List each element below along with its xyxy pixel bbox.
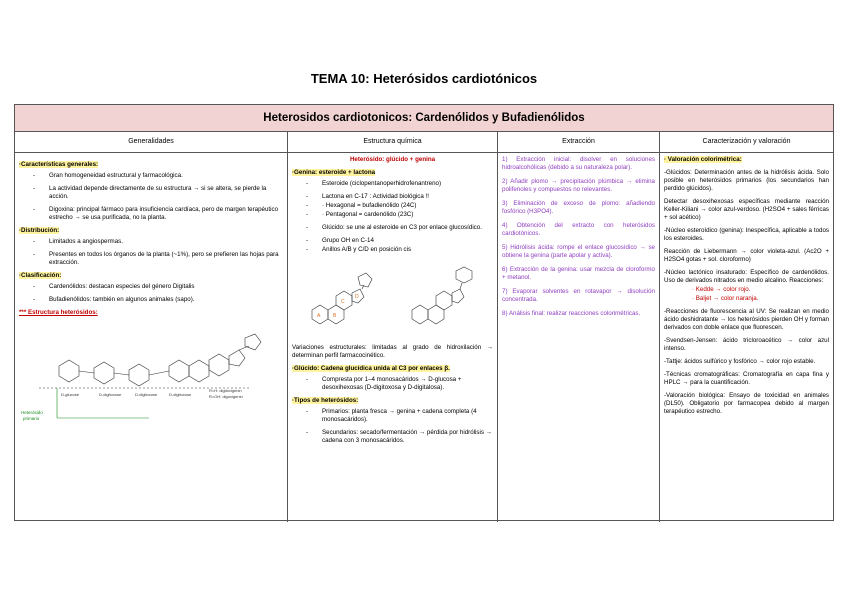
heteroside-structure-figure [19,326,281,431]
svg-text:D: D [355,294,359,300]
list-item: - Limitados a angiospermas. [49,238,283,246]
column-headers [15,132,833,153]
svendsen-jensen-text: -Svendsen-Jensen: ácido tricloroacético → color azul intenso. [664,337,829,352]
svg-text:D-digitoxose: D-digitoxose [99,392,122,397]
extraction-step-2: 2) Añadir plomo → precipitación plúmbica → elimina polifenoles y compuestos no relevantes. [502,178,655,193]
column-extraccion [498,153,660,522]
section-caracteristicas: ·Características generales: [19,161,99,168]
section-glucido: ·Glúcido: Cadena glucídica unida al C3 por enlaces β. [292,365,450,372]
svg-text:R=OH: digoxigenin: R=OH: digoxigenin [209,394,243,399]
extraction-step-1: 1) Extracción inicial: disolver en soluciones hidroalcohólicas (debido a su naturaleza polar). [502,156,655,171]
extraction-step-5: 5) Hidrólisis ácida: rompe el enlace glucosídico → se obtiene la genina (parte apolar y activa). [502,244,655,259]
list-item: - Glúcido: se une al esteroide en C3 por enlace glucosídico. [322,224,493,232]
svg-text:D-digitoxose: D-digitoxose [135,392,158,397]
kedde-text: · Kedde → color rojo. [692,286,751,293]
list-item: - Grupo OH en C-14 [322,237,493,245]
list-item: - · Hexagonal = bufadienólido (24C) [322,202,493,210]
list-item: - Esteroide (ciclopentanoperhidrofenantreno) [322,180,493,188]
extraction-step-8: 8) Análisis final: realizar reacciones colorimétricas. [502,310,641,317]
svg-text:A: A [317,313,321,319]
list-item: - Gran homogeneidad estructural y farmacológica. [49,172,283,180]
baljet-text: · Baljet → color naranja. [692,295,759,302]
list-item: - Compresta por 1–4 monosacáridos → D-glucosa + desoxihexosas (D-digitoxosa y D-digitalosa). [322,376,493,392]
extraction-step-3: 3) Eliminación de exceso de plomo: añadiendo fosfórico (H3PO4). [502,200,655,215]
column-caracterizacion [660,153,833,522]
list-item: - Primarios: planta fresca → genina + cadena completa (4 monosacáridos). [322,408,493,424]
variations-text: Variaciones estructurales: limitadas al grado de hidroxilación → determinan perfil farmacocinético. [292,344,493,359]
header-extraccion: Extracción [498,132,660,152]
svg-text:R=H: digitoxigenin: R=H: digitoxigenin [209,388,242,393]
extraction-step-6: 6) Extracción de la genina: usar mezcla de cloroformo + metanol. [502,266,655,281]
table-banner: Heterosidos cardiotonicos: Cardenólidos y Bufadienólidos [15,105,833,132]
page-title: TEMA 10: Heterósidos cardiotónicos [310,71,538,86]
section-genina: ·Genina: esteroide + lactona [292,169,376,176]
list-item: - La actividad depende directamente de su estructura → si se altera, se pierde la acción. [49,185,283,201]
svg-text:C: C [341,299,345,305]
header-estructura: Estructura química [288,132,498,152]
list-item: - Secundarios: secado/fermentación → pérdida por hidrólisis → cadena con 3 monosacáridos. [322,429,493,445]
svg-text:primario: primario [23,416,40,421]
fluorescencia-text: -Reacciones de fluorescencia al UV: Se realizan en medio ácido deshidratante → los heterósidos pierden OH y forman derivados con doble enlace que fluorescen. [664,308,829,331]
header-generalidades: Generalidades [15,132,288,152]
valoracion-biologica-text: -Valoración biológica: Ensayo de toxicidad en animales (DL50). Obligatorio por farmacopea debido al margen terapéutico estrecho. [664,392,829,415]
extraction-step-7: 7) Evaporar solventes en rotavapor → disolución concentrada. [502,288,655,303]
list-item: - · Pentagonal = cardenólido (23C) [322,211,493,219]
svg-text:D-glucose: D-glucose [61,392,80,397]
list-item: - Bufadienólidos: también en algunos animales (sapo). [49,296,283,304]
nucleo-esteroideo-text: -Núcleo esteroídico (genina): Inespecífica, aplicable a todos los esteroides. [664,227,829,242]
cardenolide-structures-figure [292,265,492,337]
liebermann-text: Reacción de Liebermann → color violeta-azul. (Ac2O + H2SO4 gotas + sol. cloroformo) [664,248,829,263]
list-item: - Cardenólidos: destacan especies del género Digitalis [49,283,283,291]
list-item: - Anillos A/B y C/D en posición cis [322,246,493,254]
keller-kiliani-text: Detectar desoxihexosas específicas mediante reacción Keller-Kiliani → color azul-verdoso. (H2SO4 + sales férricas + sol acético) [664,198,829,221]
nucleo-lactonico-text: -Núcleo lactónico insaturado: Específico de cardenólidos. Uso de derivados nitrados en medio alcalino. Reacciones: [664,269,829,284]
list-item: - Presentes en todos los órganos de la planta (~1%), pero se prefieren las hojas para extracción. [49,251,283,267]
section-valoracion-colorimetrica: · Valoración colorimétrica: [664,156,742,163]
summary-table [14,104,834,521]
list-item: - Digoxina: principal fármaco para insuficiencia cardíaca, pero de margen terapéutico estrecho → se usa purificada, no la planta. [49,206,283,222]
section-clasificacion: ·Clasificación: [19,272,62,279]
cromatografia-text: -Técnicas cromatográficas: Cromatografía en capa fina y HPLC → para la cuantificación. [664,371,829,386]
glucidos-text: -Glúcidos: Determinación antes de la hidrólisis ácida. Solo posible en heterósidos primarios (los secundarios han perdido glúcidos). [664,169,829,192]
header-caracterizacion: Caracterización y valoración [702,138,791,145]
section-distribucion: ·Distribución: [19,227,60,234]
column-estructura [288,153,498,522]
svg-text:B: B [333,313,337,319]
section-tipos: ·Tipos de heterósidos: [292,397,359,404]
svg-text:D-digitoxose: D-digitoxose [169,392,192,397]
heteroside-definition: Heterósido: glúcido + genina [349,156,436,163]
tattje-text: -Tattje: ácidos sulfúrico y fosfórico → color rojo estable. [664,358,816,365]
extraction-step-4: 4) Obtención del extracto con heterósidos cardiotónicos. [502,222,655,237]
list-item: - Lactona en C-17 : Actividad biológica !! [322,193,493,201]
figure-label-primary: Heterósido [21,410,43,415]
column-generalidades [15,153,288,522]
section-estructura-heterosidos: *** Estructura heterósidos: [19,309,98,316]
